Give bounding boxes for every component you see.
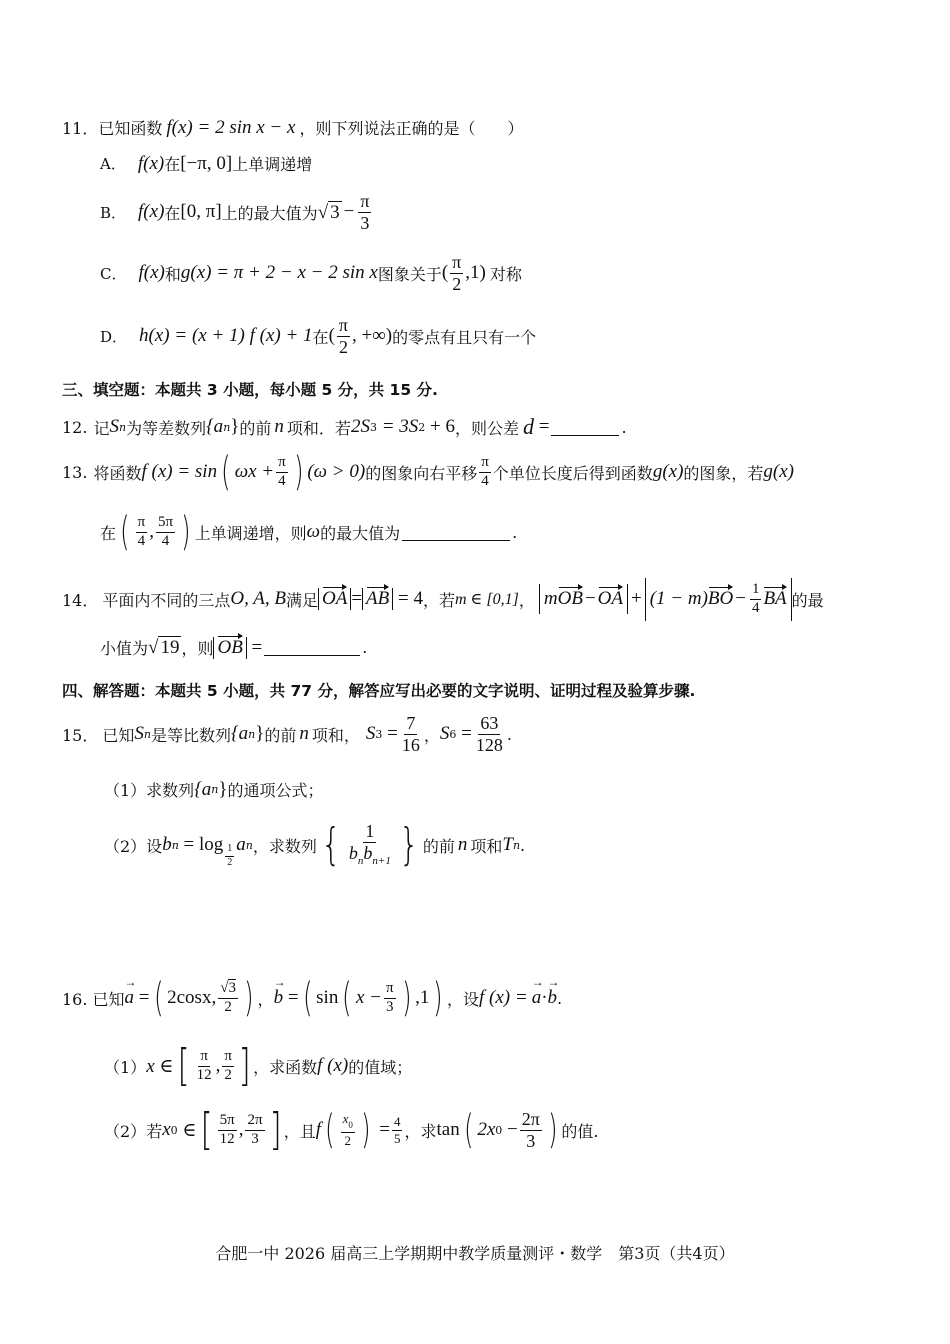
- numerator: 5π: [218, 1113, 237, 1131]
- q14-line1: 14． 平面内不同的三点 O, A, B 满足 OA = AB = 4 ，若 m ∈ [0,1] ， m OB − OA + (1 − m) BO − $\frac{1}{4}$ BA 的最: [62, 578, 824, 621]
- denominator: 4: [751, 599, 760, 616]
- section-3-header: 三、填空题：本题共 3 小题，每小题 5 分，共 15 分.: [62, 381, 438, 399]
- paren-open: (: [153, 975, 164, 1021]
- x-in: x ∈: [146, 1055, 174, 1077]
- q15-stem: [62, 714, 512, 755]
- denominator: 5: [393, 1130, 401, 1146]
- element-of: ∈: [177, 1119, 197, 1141]
- period: .: [506, 724, 512, 744]
- q14-text7: ，则: [181, 639, 214, 658]
- denominator: 4: [161, 532, 170, 549]
- subscript: n: [357, 855, 364, 868]
- radicand: 19: [160, 637, 180, 658]
- part1-text: 的通项公式；: [227, 781, 324, 800]
- paren-close: ): [547, 1107, 558, 1153]
- s-var: S: [134, 723, 144, 745]
- numerator: [341, 1112, 355, 1132]
- option-d-text2: 的零点有且只有一个: [392, 327, 537, 347]
- option-a-interval: [−π, 0]: [180, 152, 233, 174]
- paren-open: (: [302, 975, 313, 1021]
- q13-text6: 上单调递增，则: [194, 523, 307, 543]
- denominator: 3: [360, 212, 370, 233]
- fraction-7-16: [400, 714, 422, 755]
- subscript: 6: [449, 727, 457, 741]
- numerator: √3: [218, 981, 238, 999]
- paren-open: (: [120, 509, 130, 555]
- fraction-1-4: [750, 582, 762, 617]
- period: .: [621, 417, 627, 437]
- fraction-5pi-4: [156, 515, 175, 550]
- equals: =: [374, 1119, 390, 1140]
- q12-text2: 为等差数列: [126, 418, 207, 438]
- subscript: 3: [369, 420, 377, 434]
- subscript: n: [512, 838, 521, 852]
- fraction-pi-2: [450, 253, 463, 294]
- fraction-63-128: [474, 714, 505, 755]
- abs-ab: [362, 588, 393, 610]
- subscript: n: [118, 420, 127, 434]
- b-var: b: [348, 843, 358, 864]
- q14-line2: [100, 636, 367, 659]
- denominator: 12: [219, 1130, 235, 1147]
- q11-text: 已知函数: [98, 119, 163, 138]
- subscript: n: [171, 838, 179, 852]
- eq-part: 2S: [350, 416, 370, 437]
- x-var: x: [342, 1111, 349, 1127]
- fraction-pi-4: [136, 515, 148, 550]
- vector-oa: OA: [597, 588, 623, 610]
- fraction-pi-2: [222, 1049, 234, 1084]
- paren-open: (: [328, 325, 335, 347]
- s-var: S: [109, 416, 119, 437]
- q13-func: f (x) = sin: [141, 461, 218, 482]
- option-b-func: f(x): [138, 201, 165, 223]
- q12-number: 12.: [62, 417, 88, 437]
- minus-sign: −: [502, 1119, 518, 1140]
- fraction-pi-3: [358, 192, 371, 233]
- comma: ,: [149, 521, 154, 542]
- a-var: a: [124, 987, 135, 1008]
- q13-condition: (ω > 0): [307, 461, 366, 482]
- q14-text3: ，若: [422, 590, 455, 610]
- a-var: a: [531, 987, 542, 1008]
- q13-number: 13.: [62, 462, 88, 482]
- q13-text: 将函数: [93, 463, 142, 483]
- subscript: 2: [418, 420, 426, 434]
- option-b-label: B．: [100, 203, 127, 222]
- numerator: π: [338, 315, 348, 335]
- f-func: f: [315, 1119, 321, 1140]
- denominator: 2: [224, 1066, 232, 1083]
- part2-text: ，求数列: [252, 836, 317, 856]
- denominator: 3: [526, 1130, 536, 1151]
- separator: ，: [423, 725, 440, 745]
- subscript: n: [223, 420, 231, 434]
- q16-part1: （1） x ∈ [ $\frac{\pi}{12}$ , $\frac{\pi}{2}$ ] ，求函数 f (x) 的值域；: [104, 1040, 413, 1091]
- page-footer: 合肥一中 2026 届高三上学期期中教学质量测评・数学 第3页（共4页）: [215, 1244, 735, 1263]
- q14-text6: 小值为: [100, 639, 149, 658]
- part2-label: （2）设: [104, 836, 163, 856]
- subscript: n+1: [372, 855, 391, 868]
- option-d-text: 在: [312, 327, 329, 347]
- option-b-text: 在: [164, 203, 181, 223]
- fraction-x0-2: [341, 1112, 355, 1147]
- denominator: 3: [251, 1130, 259, 1147]
- f-func: f (x): [317, 1055, 349, 1076]
- abs-expr-1: m OB − OA: [539, 584, 628, 614]
- option-b-interval: [0, π]: [180, 201, 222, 223]
- q11-option-b: [100, 192, 373, 233]
- q11-option-a: [100, 152, 312, 175]
- numerator: π: [222, 1049, 234, 1067]
- coefficient: (1 − m): [649, 588, 708, 610]
- n-var: n: [274, 416, 284, 437]
- numerator: 63: [480, 713, 499, 733]
- q15-part1: [104, 778, 324, 801]
- section-4-header: 四、解答题：本题共 5 小题，共 77 分，解答应写出必要的文字说明、证明过程及验算步骤.: [62, 682, 696, 700]
- q14-number: 14．: [62, 590, 99, 610]
- q13-text7: 的最大值为: [320, 523, 401, 543]
- option-c-label: C．: [100, 264, 127, 283]
- q15-text: 已知: [102, 725, 135, 745]
- subscript: 0: [495, 1123, 503, 1137]
- q16-stem: [62, 975, 563, 1021]
- q13-line1: [62, 449, 795, 495]
- period: .: [557, 988, 563, 1008]
- q13-text3: 个单位长度后得到函数: [492, 463, 653, 483]
- q11-option-d: [100, 316, 536, 357]
- vector-b: → b: [547, 975, 560, 1008]
- fraction-pi-4: [479, 455, 491, 490]
- q13-arg: ωx +: [234, 461, 275, 482]
- numerator: 5π: [156, 515, 175, 533]
- option-d-h: h(x) = (x + 1) f (x) + 1: [139, 325, 313, 347]
- s6-var: S: [439, 723, 450, 745]
- dot-product: ·: [541, 987, 548, 1008]
- q13-text4: 的图象，若: [683, 463, 764, 483]
- part2-text3: 项和: [470, 836, 503, 856]
- q13-line2: [100, 509, 518, 555]
- fraction-pi-12: [195, 1049, 214, 1084]
- vector-a: → a: [531, 975, 544, 1008]
- fraction-recip: [347, 822, 393, 867]
- part2-text2: ，求: [404, 1121, 437, 1141]
- q12-text5: ，则公差: [454, 418, 519, 438]
- fraction-2pi-3: [520, 1110, 542, 1151]
- denominator: 4: [137, 532, 146, 549]
- sqrt-19: √ 19: [148, 637, 180, 658]
- denominator: 3: [385, 998, 394, 1015]
- denominator: 16: [401, 734, 420, 755]
- paren-close: ): [433, 975, 443, 1021]
- numerator: 1: [365, 821, 375, 842]
- part2-text2: 的前: [422, 836, 455, 856]
- abs-expr-2: [645, 578, 792, 621]
- numerator: 1: [750, 582, 762, 600]
- minus-sign: −: [343, 201, 355, 223]
- paren-close: ): [293, 449, 304, 495]
- subscript: n: [248, 727, 256, 741]
- q12-text4: 项和．若: [286, 418, 351, 438]
- vector-a: → a: [124, 975, 137, 1008]
- option-b-text2: 上的最大值为: [221, 203, 318, 223]
- m-condition: m ∈ [0,1]: [455, 591, 519, 609]
- vector-ob: OB: [217, 636, 243, 658]
- option-c-g: g(x) = π + 2 − x − 2 sin x: [180, 262, 378, 284]
- b-component: ,1: [415, 987, 430, 1008]
- m-var: m: [543, 588, 558, 610]
- q14-text5: 的最: [791, 590, 824, 610]
- sin-arg: x −: [355, 987, 382, 1008]
- vector-bo: BO: [707, 588, 734, 610]
- q16-text: ，设: [447, 989, 480, 1009]
- eq-part2: = 3S: [376, 416, 419, 437]
- equals: =: [382, 723, 398, 745]
- option-a-text2: 上单调递增: [232, 155, 313, 174]
- numerator: π: [136, 515, 148, 533]
- part1-label: （1）: [104, 1057, 147, 1077]
- x0-var: x: [162, 1119, 171, 1140]
- brace-open: {: [321, 819, 341, 870]
- subscript: n: [211, 783, 219, 796]
- bracket-open: [: [201, 1104, 214, 1155]
- option-a-label: A．: [100, 155, 126, 173]
- b-var: b: [547, 987, 558, 1008]
- f-func: f (x) =: [479, 987, 528, 1008]
- abs-oa: [318, 588, 351, 610]
- seq-open: {a: [194, 778, 212, 800]
- g-func: g(x): [652, 461, 684, 482]
- q12: [62, 414, 627, 440]
- separator: ，: [257, 989, 274, 1009]
- fraction-4-5: [392, 1115, 403, 1145]
- period: .: [520, 835, 526, 855]
- paren-open: (: [325, 1107, 335, 1153]
- b-var: b: [273, 987, 284, 1008]
- numerator: 1: [225, 844, 234, 857]
- part2-text3: 的值.: [561, 1121, 599, 1141]
- q13-text5: 在: [100, 523, 117, 543]
- numerator: π: [479, 455, 491, 473]
- abs-ob: [213, 637, 246, 659]
- numerator: 7: [406, 713, 416, 733]
- numerator: π: [384, 981, 396, 999]
- b-var: b: [363, 843, 373, 864]
- equals: =: [534, 416, 550, 437]
- q11-function: f(x) = 2 sin x − x: [166, 116, 296, 138]
- tan-arg: 2x: [477, 1119, 496, 1140]
- tan-func: tan: [436, 1119, 460, 1140]
- d-var: d: [523, 414, 534, 439]
- q13-text2: 的图象向右平移: [365, 463, 478, 483]
- equals-4: = 4: [393, 588, 423, 610]
- q11-number: 11．: [62, 119, 99, 138]
- seq-open: {a: [206, 416, 224, 437]
- q15-number: 15．: [62, 725, 99, 745]
- vector-b: → b: [273, 975, 286, 1008]
- seq-close: }: [218, 778, 228, 800]
- minus-sign: −: [735, 588, 746, 610]
- q16-part2: （2）若 x 0 ∈ [ $\frac{5\pi}{12}$ , $\frac{2\pi}{3}$ ] ，且 f ( $\frac{x_0}{2}$ ) = $\frac{4}{5}$ ，求 tan ( 2x 0 − $\frac{2\pi}{3}$ ) 的值.: [104, 1104, 599, 1155]
- option-a-text: 在: [164, 155, 181, 174]
- equals: =: [134, 987, 150, 1008]
- subscript: 0: [348, 1120, 353, 1131]
- denominator: [347, 843, 393, 868]
- denominator: 2: [227, 856, 233, 868]
- paren-close: ): [361, 1107, 371, 1153]
- bracket-close: ]: [238, 1040, 251, 1091]
- q14-text2: 满足: [285, 590, 318, 610]
- bracket-open: [: [178, 1040, 191, 1091]
- answer-blank[interactable]: [264, 639, 360, 656]
- seq-close: }: [230, 416, 240, 437]
- sin-func: sin: [316, 987, 339, 1008]
- b-var: b: [162, 834, 172, 855]
- fraction-pi-3: [384, 981, 396, 1016]
- paren-close: ,1): [465, 262, 486, 284]
- paren-close: , +∞): [351, 325, 393, 347]
- answer-blank[interactable]: [551, 419, 619, 436]
- option-c-text3: 对称: [489, 264, 522, 284]
- eq-part3: + 6: [425, 416, 455, 437]
- n-var: n: [457, 834, 468, 855]
- fraction-pi-2: [337, 316, 350, 357]
- fraction-5pi-12: [218, 1113, 237, 1148]
- paren-open: (: [221, 449, 231, 495]
- paren-close: ): [401, 975, 412, 1021]
- vector-ab: AB: [366, 588, 390, 610]
- numerator: 2π: [521, 1108, 540, 1129]
- vector-ob: OB: [557, 588, 583, 610]
- subscript: 0: [170, 1123, 178, 1137]
- paren-open: (: [342, 975, 352, 1021]
- fraction-pi-4: [276, 455, 288, 490]
- paren-open: (: [463, 1107, 474, 1153]
- a-component: 2cosx,: [167, 987, 217, 1008]
- seq-close: }: [255, 723, 265, 745]
- q11-text-end: ，则下列说法正确的是（ ）: [299, 119, 524, 138]
- t-var: T: [502, 834, 513, 855]
- option-c-text: 和: [164, 264, 181, 284]
- numerator: π: [360, 191, 370, 211]
- subscript: n: [245, 838, 253, 852]
- numerator: 4: [393, 1113, 401, 1129]
- fraction-2pi-3: [245, 1113, 264, 1148]
- q15-part2: [104, 819, 526, 870]
- radicand: 3: [330, 201, 340, 223]
- denominator: 2: [452, 273, 462, 294]
- a-var: a: [236, 834, 246, 855]
- q14-text4: ，: [518, 590, 535, 610]
- q16-number: 16. 已知: [62, 989, 125, 1009]
- option-c-func: f(x): [138, 262, 165, 284]
- numerator: π: [198, 1049, 210, 1067]
- part1-label: （1）求数列: [104, 781, 195, 800]
- equals: =: [246, 636, 263, 658]
- equals: =: [283, 987, 299, 1008]
- denominator: 128: [475, 734, 503, 755]
- bracket-close: ]: [269, 1104, 282, 1155]
- denominator: 2: [338, 336, 348, 357]
- q12-text: 记: [93, 418, 110, 438]
- sqrt-3: √ 3: [317, 201, 340, 223]
- log-expr: = log: [178, 834, 224, 855]
- paren-open: (: [441, 262, 449, 284]
- q11-stem: [62, 116, 523, 139]
- answer-blank[interactable]: [402, 524, 510, 541]
- q11-option-c: [100, 253, 522, 294]
- period: .: [512, 522, 518, 542]
- subscript: n: [143, 727, 151, 741]
- part1-text2: 的值域；: [348, 1057, 413, 1077]
- denominator: 12: [196, 1066, 212, 1083]
- vector-ba: BA: [763, 588, 787, 610]
- log-base-fraction: [225, 844, 234, 868]
- brace-close: }: [399, 819, 419, 870]
- paren-close: ): [244, 975, 254, 1021]
- numerator: 2π: [245, 1113, 264, 1131]
- option-d-label: D．: [100, 327, 128, 346]
- part2-label: （2）若: [104, 1121, 163, 1141]
- q15-text2: 是等比数列: [150, 725, 231, 745]
- q15-text4: 项和，: [311, 725, 360, 745]
- denominator: 4: [481, 472, 489, 489]
- q12-text3: 的前: [239, 418, 272, 438]
- paren-close: ): [181, 509, 191, 555]
- fraction-sqrt3-2: [218, 981, 238, 1016]
- numerator: π: [276, 455, 288, 473]
- omega-var: ω: [306, 521, 321, 542]
- radicand: 3: [228, 979, 236, 996]
- denominator: 2: [344, 1132, 351, 1148]
- q15-text3: 的前: [264, 725, 297, 745]
- s3-var: S: [365, 723, 376, 745]
- part1-text: ，求函数: [253, 1057, 318, 1077]
- option-c-text2: 图象关于: [377, 264, 442, 284]
- period: .: [362, 638, 368, 657]
- denominator: 2: [224, 998, 232, 1015]
- q14-text: 平面内不同的三点: [102, 590, 231, 610]
- part2-text: ，且: [283, 1121, 316, 1141]
- points: O, A, B: [230, 588, 286, 610]
- n-var: n: [299, 723, 309, 745]
- equals: =: [456, 723, 472, 745]
- numerator: π: [452, 252, 462, 272]
- subscript: 3: [375, 727, 383, 741]
- plus-sign: +: [630, 588, 642, 610]
- seq-open: {a: [231, 723, 249, 745]
- denominator: 4: [278, 472, 286, 489]
- option-a-func: f(x): [137, 152, 165, 174]
- g-func: g(x): [763, 461, 795, 482]
- vector-oa: OA: [322, 588, 348, 610]
